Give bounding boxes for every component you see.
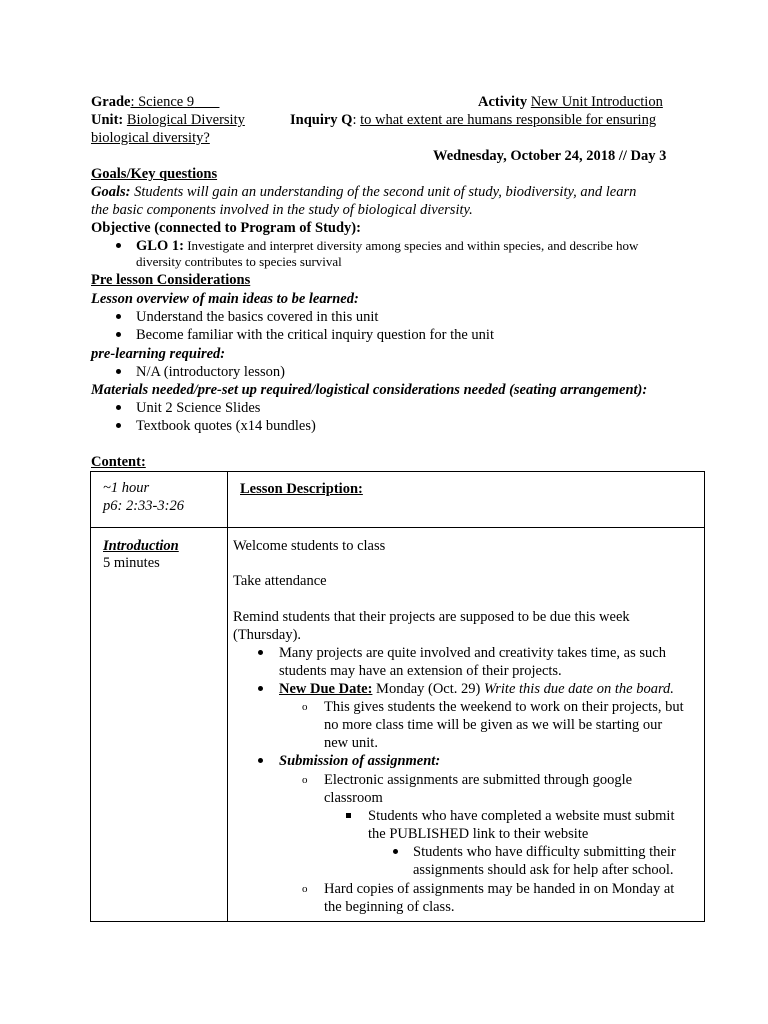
submission-heading: Submission of assignment: — [279, 753, 441, 769]
difficulty-text-1: Students who have difficulty submitting their — [413, 844, 676, 860]
materials-heading: Materials needed/pre-set up required/logistical considerations needed (seating arrangement): — [91, 382, 648, 398]
grade-underline-pad — [194, 94, 219, 110]
hollow-bullet-icon: o — [302, 774, 308, 786]
projects-text-1: Many projects are quite involved and creativity takes time, as such — [279, 645, 666, 661]
unit-value: Biological Diversity — [126, 112, 245, 128]
prelesson-heading: Pre lesson Considerations — [91, 272, 251, 288]
projects-text-2: students may have an extension of their projects. — [279, 663, 562, 679]
due-date-label: New Due Date: — [279, 681, 373, 697]
intro-title: Introduction — [103, 538, 179, 554]
weekend-text-2: no more class time will be given as we will be starting our — [324, 717, 663, 733]
electronic-text-2: classroom — [324, 790, 383, 806]
due-date-line — [279, 680, 674, 698]
hollow-bullet-icon: o — [302, 883, 308, 895]
remind-text-1: Remind students that their projects are supposed to be due this week — [233, 609, 630, 625]
overview-item: Understand the basics covered in this unit — [136, 309, 379, 325]
bullet-icon — [116, 405, 121, 410]
time-duration: ~1 hour — [103, 480, 150, 496]
table-border-left — [90, 471, 91, 922]
lesson-description-heading: Lesson Description: — [240, 481, 363, 497]
website-text-1: Students who have completed a website must submit — [368, 808, 675, 824]
goals-text-1: Students will gain an understanding of the second unit of study, biodiversity, and learn — [134, 184, 637, 200]
inquiry-line — [290, 111, 656, 129]
due-date-text: Monday (Oct. 29) — [376, 681, 481, 697]
attendance-text: Take attendance — [233, 573, 327, 589]
hardcopy-text-1: Hard copies of assignments may be handed in on Monday at — [324, 881, 675, 897]
activity-line — [478, 93, 663, 111]
due-date-note: Write this due date on the board. — [483, 681, 674, 697]
inquiry-value-cont: biological diversity? — [91, 130, 210, 146]
content-heading: Content: — [91, 454, 146, 470]
difficulty-text-2: assignments should ask for help after school. — [413, 862, 674, 878]
unit-line — [91, 111, 245, 129]
hollow-bullet-icon: o — [302, 701, 308, 713]
intro-duration: 5 minutes — [103, 555, 160, 571]
objective-heading: Objective (connected to Program of Study): — [91, 220, 361, 236]
inquiry-label: Inquiry Q — [290, 112, 353, 128]
grade-label: Grade — [91, 94, 131, 110]
inquiry-colon: : — [352, 112, 357, 128]
electronic-text-1: Electronic assignments are submitted through google — [324, 772, 633, 788]
goals-label: Goals: — [91, 184, 131, 200]
remind-text-2: (Thursday). — [233, 627, 302, 643]
overview-heading: Lesson overview of main ideas to be learned: — [91, 291, 359, 307]
prelearning-item: N/A (introductory lesson) — [136, 364, 286, 380]
hardcopy-text-2: the beginning of class. — [324, 899, 455, 915]
table-border-right — [704, 471, 705, 922]
bullet-icon — [258, 650, 263, 655]
weekend-text-3: new unit. — [324, 735, 378, 751]
bullet-icon — [116, 243, 121, 248]
bullet-icon — [258, 686, 263, 691]
time-period: p6: 2:33-3:26 — [103, 498, 184, 514]
bullet-icon — [116, 369, 121, 374]
website-text-2: the PUBLISHED link to their website — [368, 826, 589, 842]
table-row-divider — [90, 527, 705, 528]
activity-value: New Unit Introduction — [530, 94, 663, 110]
table-border-bottom — [90, 921, 705, 922]
weekend-text-1: This gives students the weekend to work on their projects, but — [324, 699, 684, 715]
lesson-date: Wednesday, October 24, 2018 // Day 3 — [433, 148, 667, 164]
glo-line-1 — [136, 238, 638, 254]
goals-text-2: the basic components involved in the study of biological diversity. — [91, 202, 473, 218]
bullet-icon — [116, 423, 121, 428]
grade-value: : Science 9 — [130, 94, 195, 110]
materials-item: Textbook quotes (x14 bundles) — [136, 418, 316, 434]
welcome-text: Welcome students to class — [233, 538, 386, 554]
activity-label: Activity — [478, 94, 528, 110]
goals-heading: Goals/Key questions — [91, 166, 218, 182]
prelearning-heading: pre-learning required: — [91, 346, 226, 362]
inquiry-value: to what extent are humans responsible for ensuring — [360, 112, 657, 128]
glo-label: GLO 1: — [136, 238, 184, 254]
square-bullet-icon — [346, 813, 351, 818]
bullet-icon — [116, 314, 121, 319]
glo-text-1: Investigate and interpret diversity among species and within species, and describe how — [187, 238, 639, 253]
bullet-icon — [393, 849, 398, 854]
overview-item: Become familiar with the critical inquiry question for the unit — [136, 327, 494, 343]
grade-line — [91, 93, 219, 111]
table-column-divider — [227, 471, 228, 922]
glo-text-2: diversity contributes to species survival — [136, 254, 342, 269]
goals-line-1 — [91, 183, 636, 201]
table-border-top — [90, 471, 705, 472]
materials-item: Unit 2 Science Slides — [136, 400, 261, 416]
bullet-icon — [116, 332, 121, 337]
bullet-icon — [258, 758, 263, 763]
unit-label: Unit: — [91, 112, 124, 128]
